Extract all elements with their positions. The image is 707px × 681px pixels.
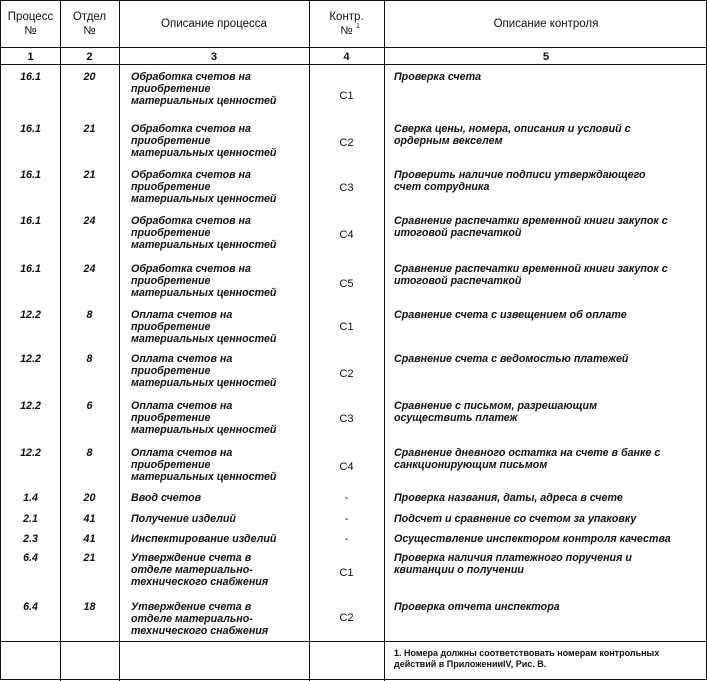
department-number: 18 [83,601,96,613]
process-number: 16.1 [20,263,41,275]
control-number: - [344,513,349,525]
control-description: Осуществление инспектором контроля качества [394,533,671,545]
footnote-rule [1,641,707,642]
control-number: C1 [339,90,354,102]
header-control-description: Описание контроля [493,18,599,30]
column-divider [60,1,61,681]
column-number: 4 [343,51,350,63]
control-number: C1 [339,321,354,333]
department-number: 24 [83,215,96,227]
control-description: Проверить наличие подписи утверждающего счет сотрудника [394,169,646,193]
process-number: 6.4 [23,552,38,564]
department-number: 41 [83,533,96,545]
process-number: 16.1 [20,169,41,181]
control-description: Сравнение дневного остатка на счете в банке с санкционирующим письмом [394,447,661,471]
control-number: C5 [339,278,354,290]
column-divider [119,1,120,681]
control-description: Проверка названия, даты, адреса в счете [394,492,623,504]
control-description: Подсчет и сравнение со счетом за упаковку [394,513,637,525]
control-description: Проверка отчета инспектора [394,601,560,613]
control-description: Сравнение распечатки временной книги закупок с итоговой распечаткой [394,263,668,287]
process-description: Обработка счетов на приобретение материальных ценностей [131,71,277,107]
control-number: - [344,492,349,504]
process-number: 16.1 [20,215,41,227]
column-number: 1 [27,51,34,63]
header-rule [1,47,707,48]
header-dept-no: Отдел № [72,11,107,37]
number-row-rule [1,64,707,65]
footnote: 1. Номера должны соответствовать номерам контрольных действий в ПриложенииIV, Рис. В. [394,648,660,669]
control-description: Сравнение счета с извещением об оплате [394,309,627,321]
process-description: Обработка счетов на приобретение материальных ценностей [131,123,277,159]
department-number: 24 [83,263,96,275]
process-description: Обработка счетов на приобретение материальных ценностей [131,215,277,251]
process-number: 12.2 [20,447,41,459]
process-number: 16.1 [20,123,41,135]
process-number: 2.3 [23,533,38,545]
header-process-no: Процесс № [7,11,54,37]
department-number: 20 [83,492,96,504]
process-description: Оплата счетов на приобретение материальных ценностей [131,353,277,389]
header-footnote-marker: 1 [356,23,360,30]
column-number: 3 [210,51,218,63]
process-description: Обработка счетов на приобретение материальных ценностей [131,169,277,205]
department-number: 21 [83,123,96,135]
column-divider [384,1,385,681]
department-number: 8 [86,353,93,365]
control-number: C4 [339,229,354,241]
control-description: Сравнение распечатки временной книги закупок с итоговой распечаткой [394,215,668,239]
process-number: 12.2 [20,353,41,365]
process-number: 16.1 [20,71,41,83]
department-number: 6 [86,400,93,412]
department-number: 8 [86,447,93,459]
process-description: Утверждение счета в отделе материально- технического снабжения [131,601,269,637]
department-number: 21 [83,169,96,181]
control-number: - [344,533,349,545]
process-number: 2.1 [23,513,38,525]
department-number: 41 [83,513,96,525]
process-description: Оплата счетов на приобретение материальных ценностей [131,309,277,345]
process-description: Инспектирование изделий [131,533,277,545]
process-description: Оплата счетов на приобретение материальных ценностей [131,400,277,436]
control-number: C2 [339,368,354,380]
control-number: C3 [339,182,354,194]
process-number: 6.4 [23,601,38,613]
process-description: Ввод счетов [131,492,202,504]
control-number: C2 [339,612,354,624]
process-number: 12.2 [20,309,41,321]
control-description: Сравнение счета с ведомостью платежей [394,353,629,365]
control-description: Проверка счета [394,71,482,83]
table-grid [1,1,707,681]
process-description: Утверждение счета в отделе материально- технического снабжения [131,552,269,588]
column-divider [309,1,310,681]
header-process-description: Описание процесса [161,18,267,30]
process-description: Обработка счетов на приобретение материальных ценностей [131,263,277,299]
department-number: 8 [86,309,93,321]
control-description: Сверка цены, номера, описания и условий с ордерным векселем [394,123,631,147]
control-description: Проверка наличия платежного поручения и квитанции о получении [394,552,632,576]
control-number: C4 [339,461,354,473]
control-number: C1 [339,567,354,579]
department-number: 20 [83,71,96,83]
process-number: 12.2 [20,400,41,412]
header-control-no: Контр. № [329,11,364,37]
control-number: C3 [339,413,354,425]
control-number: C2 [339,137,354,149]
process-description: Получение изделий [131,513,236,525]
column-number: 2 [86,51,93,63]
process-description: Оплата счетов на приобретение материальных ценностей [131,447,277,483]
column-number: 5 [542,51,550,63]
control-description: Сравнение с письмом, разрешающим осуществить платеж [394,400,597,424]
department-number: 21 [83,552,96,564]
process-number: 1.4 [23,492,38,504]
